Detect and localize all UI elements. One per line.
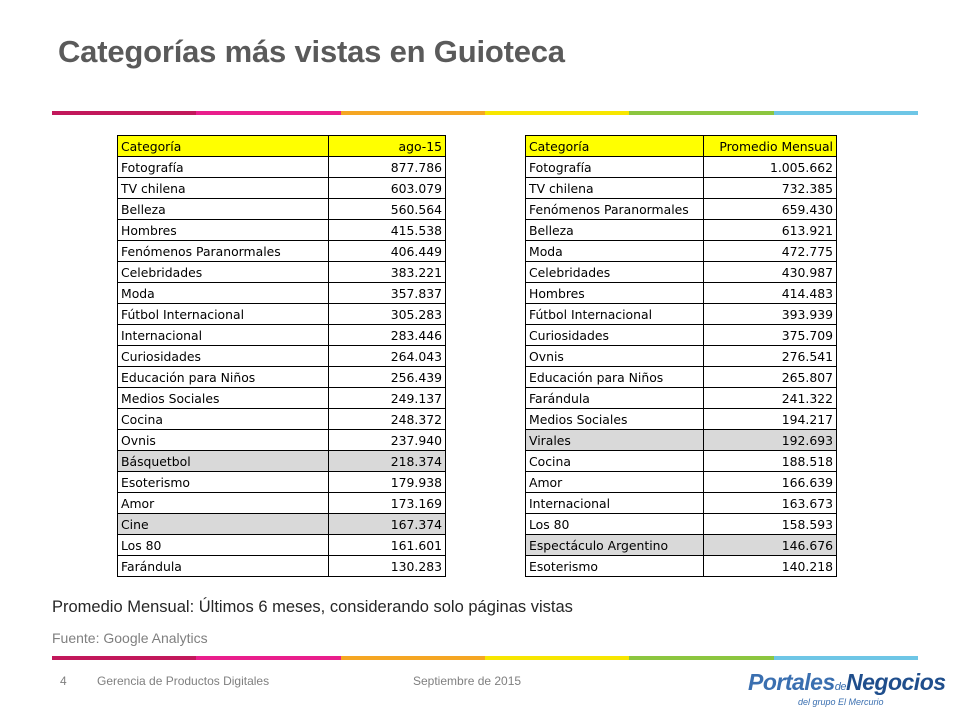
value-cell: 414.483 xyxy=(704,283,837,304)
value-cell: 146.676 xyxy=(704,535,837,556)
category-cell: Cocina xyxy=(118,409,329,430)
table-row xyxy=(526,346,837,367)
category-cell: Educación para Niños xyxy=(526,367,704,388)
header-category: Categoría xyxy=(526,136,704,157)
value-cell: 249.137 xyxy=(329,388,446,409)
value-cell: 264.043 xyxy=(329,346,446,367)
table-row xyxy=(118,388,446,409)
category-cell: Medios Sociales xyxy=(526,409,704,430)
table-row xyxy=(526,220,837,241)
category-cell: Hombres xyxy=(118,220,329,241)
table-row xyxy=(118,451,446,472)
table-row xyxy=(526,472,837,493)
value-cell: 163.673 xyxy=(704,493,837,514)
value-cell: 248.372 xyxy=(329,409,446,430)
table-row xyxy=(526,157,837,178)
value-cell: 241.322 xyxy=(704,388,837,409)
table-row xyxy=(526,262,837,283)
value-cell: 265.807 xyxy=(704,367,837,388)
category-cell: Moda xyxy=(526,241,704,262)
value-cell: 383.221 xyxy=(329,262,446,283)
category-cell: Cine xyxy=(118,514,329,535)
table-row xyxy=(118,493,446,514)
table-row xyxy=(118,262,446,283)
value-cell: 276.541 xyxy=(704,346,837,367)
table-row xyxy=(118,241,446,262)
table-monthly-average xyxy=(525,135,837,577)
table-row xyxy=(526,283,837,304)
stripe-segment xyxy=(341,111,485,115)
category-cell: Espectáculo Argentino xyxy=(526,535,704,556)
value-cell: 560.564 xyxy=(329,199,446,220)
page-number: 4 xyxy=(60,674,67,688)
table-row xyxy=(526,514,837,535)
table-row xyxy=(526,430,837,451)
table-row xyxy=(526,325,837,346)
category-cell: Moda xyxy=(118,283,329,304)
category-cell: TV chilena xyxy=(118,178,329,199)
category-cell: TV chilena xyxy=(526,178,704,199)
value-cell: 188.518 xyxy=(704,451,837,472)
footer-department: Gerencia de Productos Digitales xyxy=(97,674,270,688)
note-text: Promedio Mensual: Últimos 6 meses, considerando solo páginas vistas xyxy=(52,598,573,616)
table-row xyxy=(526,556,837,577)
category-cell: Los 80 xyxy=(526,514,704,535)
table-row xyxy=(118,514,446,535)
category-cell: Cocina xyxy=(526,451,704,472)
logo-word-negocios: Negocios xyxy=(846,669,946,695)
table-row xyxy=(118,346,446,367)
value-cell: 158.593 xyxy=(704,514,837,535)
slide-title: Categorías más vistas en Guioteca xyxy=(58,34,565,69)
value-cell: 140.218 xyxy=(704,556,837,577)
category-cell: Fotografía xyxy=(526,157,704,178)
category-cell: Farándula xyxy=(526,388,704,409)
category-cell: Fenómenos Paranormales xyxy=(118,241,329,262)
value-cell: 393.939 xyxy=(704,304,837,325)
stripe-segment xyxy=(485,656,629,660)
table-row xyxy=(526,304,837,325)
value-cell: 218.374 xyxy=(329,451,446,472)
stripe-segment xyxy=(196,111,340,115)
category-cell: Celebridades xyxy=(118,262,329,283)
value-cell: 659.430 xyxy=(704,199,837,220)
table-row xyxy=(118,409,446,430)
value-cell: 179.938 xyxy=(329,472,446,493)
category-cell: Belleza xyxy=(526,220,704,241)
value-cell: 256.439 xyxy=(329,367,446,388)
table-row xyxy=(526,178,837,199)
table-row xyxy=(526,199,837,220)
category-cell: Fútbol Internacional xyxy=(526,304,704,325)
value-cell: 613.921 xyxy=(704,220,837,241)
value-cell: 192.693 xyxy=(704,430,837,451)
category-cell: Curiosidades xyxy=(118,346,329,367)
value-cell: 430.987 xyxy=(704,262,837,283)
logo-wordmark xyxy=(748,669,946,696)
table-header-row xyxy=(118,136,446,157)
value-cell: 877.786 xyxy=(329,157,446,178)
stripe-segment xyxy=(774,111,918,115)
table-row xyxy=(526,451,837,472)
category-cell: Fenómenos Paranormales xyxy=(526,199,704,220)
stripe-segment xyxy=(629,656,773,660)
source-text: Fuente: Google Analytics xyxy=(52,630,208,646)
stripe-segment xyxy=(485,111,629,115)
header-value: Promedio Mensual xyxy=(704,136,837,157)
table-row xyxy=(118,472,446,493)
table-row xyxy=(118,220,446,241)
logo-word-portales: Portales xyxy=(748,669,835,695)
header-category: Categoría xyxy=(118,136,329,157)
table-row xyxy=(118,157,446,178)
category-cell: Esoterismo xyxy=(118,472,329,493)
table-row xyxy=(118,178,446,199)
table-august-2015 xyxy=(117,135,446,577)
category-cell: Básquetbol xyxy=(118,451,329,472)
stripe-segment xyxy=(52,111,196,115)
table-row xyxy=(526,409,837,430)
table-row xyxy=(526,367,837,388)
table-august-body xyxy=(118,136,446,577)
stripe-segment xyxy=(629,111,773,115)
stripe-segment xyxy=(196,656,340,660)
stripe-segment xyxy=(774,656,918,660)
category-cell: Esoterismo xyxy=(526,556,704,577)
value-cell: 472.775 xyxy=(704,241,837,262)
portales-de-negocios-logo xyxy=(748,669,946,711)
category-cell: Los 80 xyxy=(118,535,329,556)
table-row xyxy=(118,535,446,556)
value-cell: 1.005.662 xyxy=(704,157,837,178)
table-row xyxy=(118,367,446,388)
table-row xyxy=(526,535,837,556)
category-cell: Amor xyxy=(526,472,704,493)
color-stripe-bottom xyxy=(52,656,918,660)
header-value: ago-15 xyxy=(329,136,446,157)
value-cell: 130.283 xyxy=(329,556,446,577)
value-cell: 357.837 xyxy=(329,283,446,304)
value-cell: 406.449 xyxy=(329,241,446,262)
table-row xyxy=(526,493,837,514)
value-cell: 194.217 xyxy=(704,409,837,430)
table-row xyxy=(118,199,446,220)
value-cell: 415.538 xyxy=(329,220,446,241)
value-cell: 167.374 xyxy=(329,514,446,535)
table-row xyxy=(118,556,446,577)
category-cell: Farándula xyxy=(118,556,329,577)
category-cell: Educación para Niños xyxy=(118,367,329,388)
table-header-row xyxy=(526,136,837,157)
category-cell: Ovnis xyxy=(118,430,329,451)
category-cell: Internacional xyxy=(118,325,329,346)
value-cell: 305.283 xyxy=(329,304,446,325)
table-row xyxy=(118,283,446,304)
stripe-segment xyxy=(52,656,196,660)
category-cell: Internacional xyxy=(526,493,704,514)
category-cell: Ovnis xyxy=(526,346,704,367)
table-row xyxy=(526,388,837,409)
table-average-body xyxy=(526,136,837,577)
stripe-segment xyxy=(341,656,485,660)
value-cell: 166.639 xyxy=(704,472,837,493)
category-cell: Fotografía xyxy=(118,157,329,178)
color-stripe-top xyxy=(52,111,918,115)
value-cell: 237.940 xyxy=(329,430,446,451)
table-row xyxy=(526,241,837,262)
value-cell: 732.385 xyxy=(704,178,837,199)
table-row xyxy=(118,430,446,451)
category-cell: Celebridades xyxy=(526,262,704,283)
footer-date: Septiembre de 2015 xyxy=(413,674,522,688)
value-cell: 603.079 xyxy=(329,178,446,199)
value-cell: 375.709 xyxy=(704,325,837,346)
value-cell: 173.169 xyxy=(329,493,446,514)
category-cell: Medios Sociales xyxy=(118,388,329,409)
logo-word-de: de xyxy=(834,681,847,693)
category-cell: Curiosidades xyxy=(526,325,704,346)
category-cell: Belleza xyxy=(118,199,329,220)
value-cell: 161.601 xyxy=(329,535,446,556)
table-row xyxy=(118,304,446,325)
value-cell: 283.446 xyxy=(329,325,446,346)
category-cell: Fútbol Internacional xyxy=(118,304,329,325)
category-cell: Virales xyxy=(526,430,704,451)
logo-subtitle: del grupo El Mercurio xyxy=(798,697,884,707)
category-cell: Hombres xyxy=(526,283,704,304)
table-row xyxy=(118,325,446,346)
category-cell: Amor xyxy=(118,493,329,514)
